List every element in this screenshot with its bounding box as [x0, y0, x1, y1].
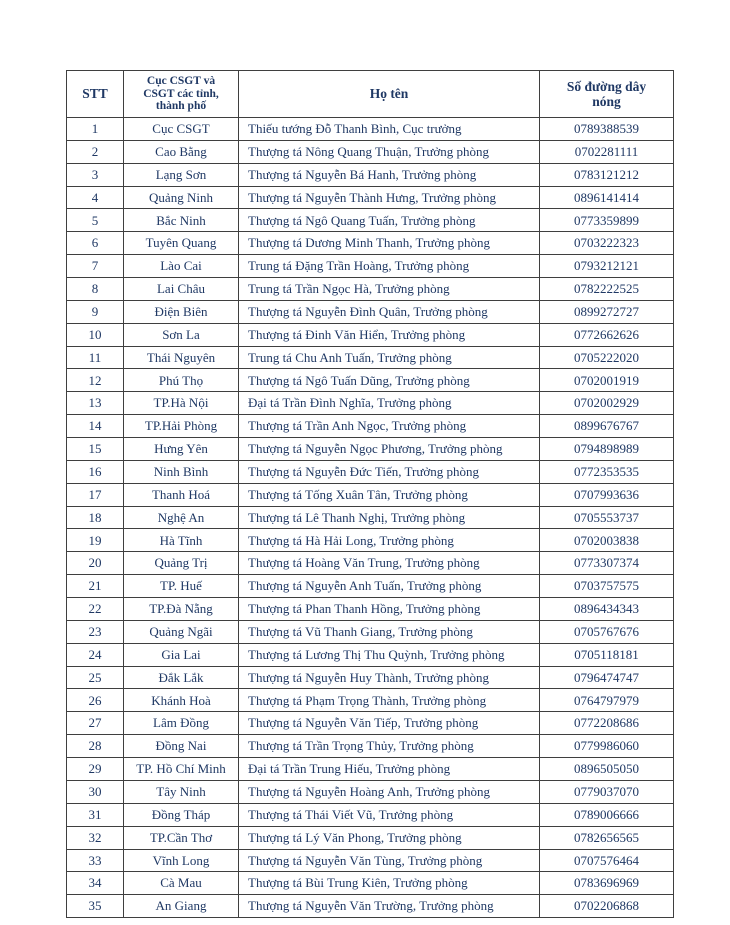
table-row	[67, 483, 674, 506]
cell-province: Vĩnh Long	[124, 849, 239, 872]
cell-province: Tây Ninh	[124, 780, 239, 803]
cell-hotline-number: 0772353535	[540, 460, 674, 483]
cell-stt: 17	[67, 483, 124, 506]
cell-stt: 35	[67, 895, 124, 918]
cell-province: Quảng Trị	[124, 552, 239, 575]
cell-hotline-number: 0783696969	[540, 872, 674, 895]
cell-officer-name: Đại tá Trần Trung Hiếu, Trưởng phòng	[239, 758, 540, 781]
cell-officer-name: Thượng tá Trần Trọng Thủy, Trưởng phòng	[239, 735, 540, 758]
cell-hotline-number: 0773307374	[540, 552, 674, 575]
header-org	[124, 71, 239, 118]
cell-hotline-number: 0705118181	[540, 643, 674, 666]
table-header	[67, 71, 674, 118]
cell-hotline-number: 0782656565	[540, 826, 674, 849]
header-row	[67, 71, 674, 118]
header-phone	[540, 71, 674, 118]
cell-officer-name: Thượng tá Nguyễn Đức Tiến, Trưởng phòng	[239, 460, 540, 483]
table-body	[67, 118, 674, 918]
cell-province: TP.Cần Thơ	[124, 826, 239, 849]
table-row	[67, 735, 674, 758]
cell-officer-name: Thượng tá Ngô Quang Tuấn, Trưởng phòng	[239, 209, 540, 232]
table-row	[67, 346, 674, 369]
cell-hotline-number: 0779037070	[540, 780, 674, 803]
cell-stt: 6	[67, 232, 124, 255]
cell-stt: 29	[67, 758, 124, 781]
cell-hotline-number: 0703222323	[540, 232, 674, 255]
cell-hotline-number: 0707993636	[540, 483, 674, 506]
table-row	[67, 209, 674, 232]
header-org-label: Cục CSGT và CSGT các tỉnh, thành phố	[143, 74, 219, 113]
table-row	[67, 689, 674, 712]
cell-officer-name: Đại tá Trần Đình Nghĩa, Trưởng phòng	[239, 392, 540, 415]
header-stt: STT	[67, 71, 124, 118]
table-row	[67, 506, 674, 529]
table-row	[67, 438, 674, 461]
table-row	[67, 255, 674, 278]
cell-hotline-number: 0705767676	[540, 620, 674, 643]
cell-stt: 30	[67, 780, 124, 803]
cell-province: TP.Đà Nẵng	[124, 598, 239, 621]
cell-hotline-number: 0772208686	[540, 712, 674, 735]
table-row	[67, 392, 674, 415]
cell-province: TP. Hồ Chí Minh	[124, 758, 239, 781]
cell-officer-name: Thượng tá Nguyễn Văn Tùng, Trưởng phòng	[239, 849, 540, 872]
cell-hotline-number: 0703757575	[540, 575, 674, 598]
cell-officer-name: Thượng tá Nguyễn Ngọc Phương, Trưởng phòng	[239, 438, 540, 461]
cell-hotline-number: 0794898989	[540, 438, 674, 461]
cell-stt: 27	[67, 712, 124, 735]
cell-province: Lâm Đồng	[124, 712, 239, 735]
cell-stt: 8	[67, 278, 124, 301]
table-row	[67, 552, 674, 575]
cell-stt: 21	[67, 575, 124, 598]
cell-province: Quảng Ngãi	[124, 620, 239, 643]
cell-stt: 28	[67, 735, 124, 758]
cell-stt: 11	[67, 346, 124, 369]
cell-officer-name: Thượng tá Nguyễn Văn Tiếp, Trưởng phòng	[239, 712, 540, 735]
cell-hotline-number: 0899676767	[540, 415, 674, 438]
cell-officer-name: Thượng tá Nguyễn Đình Quân, Trưởng phòng	[239, 300, 540, 323]
cell-province: Hà Tĩnh	[124, 529, 239, 552]
cell-province: Sơn La	[124, 323, 239, 346]
cell-province: Nghệ An	[124, 506, 239, 529]
cell-stt: 16	[67, 460, 124, 483]
cell-province: Tuyên Quang	[124, 232, 239, 255]
cell-officer-name: Thượng tá Thái Viết Vũ, Trưởng phòng	[239, 803, 540, 826]
table-row	[67, 278, 674, 301]
cell-province: Đồng Nai	[124, 735, 239, 758]
cell-stt: 19	[67, 529, 124, 552]
cell-province: Cao Bằng	[124, 140, 239, 163]
cell-hotline-number: 0702281111	[540, 140, 674, 163]
cell-stt: 32	[67, 826, 124, 849]
cell-stt: 9	[67, 300, 124, 323]
cell-province: Phú Thọ	[124, 369, 239, 392]
cell-stt: 10	[67, 323, 124, 346]
cell-province: Thái Nguyên	[124, 346, 239, 369]
cell-province: Hưng Yên	[124, 438, 239, 461]
cell-province: Gia Lai	[124, 643, 239, 666]
table-row	[67, 140, 674, 163]
cell-hotline-number: 0773359899	[540, 209, 674, 232]
cell-hotline-number: 0702003838	[540, 529, 674, 552]
cell-stt: 26	[67, 689, 124, 712]
cell-stt: 34	[67, 872, 124, 895]
cell-stt: 7	[67, 255, 124, 278]
table-row	[67, 118, 674, 141]
cell-stt: 3	[67, 163, 124, 186]
cell-officer-name: Thượng tá Hà Hải Long, Trưởng phòng	[239, 529, 540, 552]
cell-hotline-number: 0705222020	[540, 346, 674, 369]
table-row	[67, 620, 674, 643]
table-row	[67, 872, 674, 895]
table-row	[67, 300, 674, 323]
cell-officer-name: Thượng tá Lý Văn Phong, Trưởng phòng	[239, 826, 540, 849]
cell-officer-name: Trung tá Đặng Trần Hoàng, Trưởng phòng	[239, 255, 540, 278]
cell-province: Ninh Bình	[124, 460, 239, 483]
table-row	[67, 758, 674, 781]
cell-officer-name: Thượng tá Nguyễn Văn Trường, Trưởng phòng	[239, 895, 540, 918]
table-row	[67, 895, 674, 918]
cell-hotline-number: 0899272727	[540, 300, 674, 323]
table-row	[67, 163, 674, 186]
cell-stt: 2	[67, 140, 124, 163]
cell-officer-name: Thượng tá Vũ Thanh Giang, Trưởng phòng	[239, 620, 540, 643]
cell-officer-name: Thượng tá Nguyễn Anh Tuấn, Trưởng phòng	[239, 575, 540, 598]
cell-province: Bắc Ninh	[124, 209, 239, 232]
cell-hotline-number: 0796474747	[540, 666, 674, 689]
cell-officer-name: Thượng tá Tống Xuân Tân, Trưởng phòng	[239, 483, 540, 506]
cell-stt: 4	[67, 186, 124, 209]
cell-hotline-number: 0702001919	[540, 369, 674, 392]
table-row	[67, 575, 674, 598]
cell-officer-name: Thượng tá Phan Thanh Hồng, Trưởng phòng	[239, 598, 540, 621]
cell-hotline-number: 0789388539	[540, 118, 674, 141]
cell-officer-name: Thượng tá Trần Anh Ngọc, Trưởng phòng	[239, 415, 540, 438]
cell-province: Điện Biên	[124, 300, 239, 323]
cell-province: Cà Mau	[124, 872, 239, 895]
cell-stt: 31	[67, 803, 124, 826]
cell-province: TP.Hải Phòng	[124, 415, 239, 438]
cell-province: TP.Hà Nội	[124, 392, 239, 415]
cell-stt: 12	[67, 369, 124, 392]
cell-officer-name: Thượng tá Phạm Trọng Thành, Trưởng phòng	[239, 689, 540, 712]
cell-officer-name: Trung tá Chu Anh Tuấn, Trưởng phòng	[239, 346, 540, 369]
table-row	[67, 186, 674, 209]
cell-stt: 1	[67, 118, 124, 141]
cell-hotline-number: 0896505050	[540, 758, 674, 781]
cell-province: An Giang	[124, 895, 239, 918]
cell-province: Đồng Tháp	[124, 803, 239, 826]
table-row	[67, 826, 674, 849]
cell-officer-name: Thượng tá Ngô Tuấn Dũng, Trưởng phòng	[239, 369, 540, 392]
cell-officer-name: Thượng tá Bùi Trung Kiên, Trưởng phòng	[239, 872, 540, 895]
cell-officer-name: Thượng tá Lương Thị Thu Quỳnh, Trưởng phòng	[239, 643, 540, 666]
cell-stt: 23	[67, 620, 124, 643]
cell-hotline-number: 0702206868	[540, 895, 674, 918]
cell-hotline-number: 0705553737	[540, 506, 674, 529]
cell-officer-name: Thượng tá Nguyễn Hoàng Anh, Trưởng phòng	[239, 780, 540, 803]
table-row	[67, 598, 674, 621]
table-row	[67, 529, 674, 552]
cell-hotline-number: 0782222525	[540, 278, 674, 301]
cell-stt: 15	[67, 438, 124, 461]
hotline-table	[66, 70, 674, 918]
cell-officer-name: Thượng tá Đinh Văn Hiển, Trưởng phòng	[239, 323, 540, 346]
table-row	[67, 666, 674, 689]
table-row	[67, 803, 674, 826]
table-row	[67, 415, 674, 438]
cell-stt: 24	[67, 643, 124, 666]
cell-officer-name: Thiếu tướng Đỗ Thanh Bình, Cục trưởng	[239, 118, 540, 141]
cell-stt: 22	[67, 598, 124, 621]
cell-hotline-number: 0789006666	[540, 803, 674, 826]
cell-hotline-number: 0896434343	[540, 598, 674, 621]
cell-province: Quảng Ninh	[124, 186, 239, 209]
cell-stt: 25	[67, 666, 124, 689]
header-phone-label: Số đường dây nóng	[566, 78, 647, 109]
table-row	[67, 849, 674, 872]
cell-stt: 18	[67, 506, 124, 529]
cell-hotline-number: 0702002929	[540, 392, 674, 415]
cell-officer-name: Thượng tá Nguyễn Bá Hanh, Trưởng phòng	[239, 163, 540, 186]
cell-province: Cục CSGT	[124, 118, 239, 141]
cell-hotline-number: 0764797979	[540, 689, 674, 712]
cell-officer-name: Trung tá Trần Ngọc Hà, Trưởng phòng	[239, 278, 540, 301]
cell-stt: 5	[67, 209, 124, 232]
table-row	[67, 780, 674, 803]
cell-officer-name: Thượng tá Dương Minh Thanh, Trưởng phòng	[239, 232, 540, 255]
cell-officer-name: Thượng tá Nguyễn Thành Hưng, Trưởng phòng	[239, 186, 540, 209]
table-row	[67, 369, 674, 392]
cell-officer-name: Thượng tá Nông Quang Thuận, Trưởng phòng	[239, 140, 540, 163]
cell-province: TP. Huế	[124, 575, 239, 598]
cell-officer-name: Thượng tá Nguyễn Huy Thành, Trưởng phòng	[239, 666, 540, 689]
cell-province: Khánh Hoà	[124, 689, 239, 712]
cell-officer-name: Thượng tá Lê Thanh Nghị, Trưởng phòng	[239, 506, 540, 529]
cell-hotline-number: 0783121212	[540, 163, 674, 186]
cell-stt: 14	[67, 415, 124, 438]
cell-stt: 33	[67, 849, 124, 872]
cell-province: Lạng Sơn	[124, 163, 239, 186]
table-row	[67, 643, 674, 666]
cell-stt: 13	[67, 392, 124, 415]
cell-hotline-number: 0779986060	[540, 735, 674, 758]
cell-hotline-number: 0707576464	[540, 849, 674, 872]
table-row	[67, 712, 674, 735]
table-row	[67, 323, 674, 346]
cell-officer-name: Thượng tá Hoàng Văn Trung, Trưởng phòng	[239, 552, 540, 575]
cell-stt: 20	[67, 552, 124, 575]
cell-province: Đắk Lắk	[124, 666, 239, 689]
table-row	[67, 460, 674, 483]
cell-province: Thanh Hoá	[124, 483, 239, 506]
table-row	[67, 232, 674, 255]
cell-hotline-number: 0896141414	[540, 186, 674, 209]
cell-province: Lai Châu	[124, 278, 239, 301]
cell-province: Lào Cai	[124, 255, 239, 278]
header-name: Họ tên	[239, 71, 540, 118]
cell-hotline-number: 0793212121	[540, 255, 674, 278]
cell-hotline-number: 0772662626	[540, 323, 674, 346]
